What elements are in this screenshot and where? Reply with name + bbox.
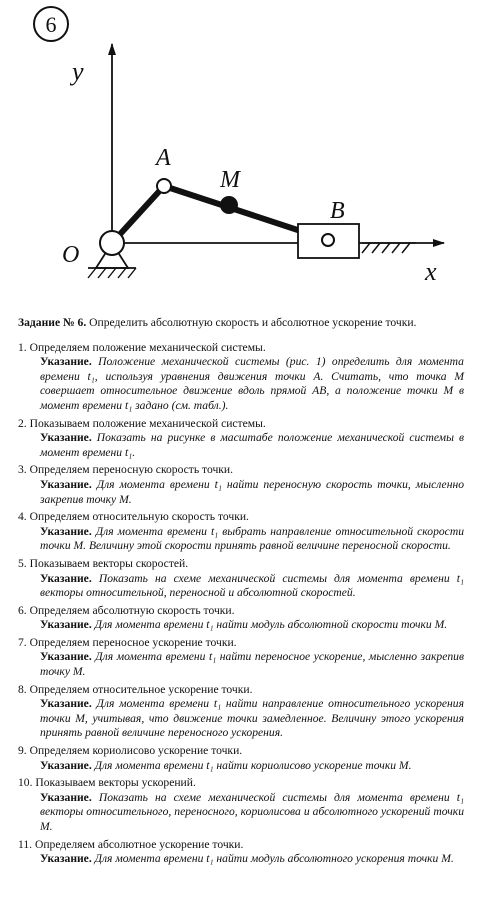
hint-label: Указание. (40, 697, 92, 711)
step-hint (18, 478, 464, 507)
step-heading: 6. Определяем абсолютную скорость точки. (18, 603, 235, 617)
step-hint (18, 572, 464, 601)
joint-B (322, 234, 334, 246)
hint-label: Указание. (40, 571, 92, 585)
hint-label: Указание. (40, 618, 92, 632)
hint-label: Указание. (40, 431, 92, 445)
hint-label: Указание. (40, 758, 92, 772)
step-hint (18, 791, 464, 835)
step-item (18, 604, 464, 633)
step-heading: 10. Показываем векторы ускорений. (18, 776, 196, 790)
step-heading: 1. Определяем положение механической системы. (18, 340, 266, 354)
hint-label: Указание. (40, 852, 92, 866)
step-hint (18, 650, 464, 679)
step-item (18, 838, 464, 867)
hint-label: Указание. (40, 477, 92, 491)
step-item (18, 341, 464, 414)
step-heading: 4. Определяем относительную скорость точки. (18, 510, 249, 524)
step-hint (18, 355, 464, 413)
task-title-rest: Определить абсолютную скорость и абсолютное ускорение точки. (89, 316, 417, 329)
step-hint (18, 525, 464, 554)
hint-text: Показать на схеме механической системы для момента времени t₁ векторы относительной, переносной и абсолютной скоростей. (40, 571, 465, 600)
label-A: A (156, 145, 171, 171)
hint-text: Положение механической системы (рис. 1) определить для момента времени t₁, используя уравнения движения точки A. Считать, что точка M совершает относительное движение вдоль прямой AB, а положение точки M в момент времени t₁ задано (см. табл.). (40, 355, 464, 412)
label-B: B (330, 198, 345, 224)
step-hint (18, 697, 464, 741)
step-heading: 7. Определяем переносное ускорение точки. (18, 635, 237, 649)
step-heading: 3. Определяем переносную скорость точки. (18, 463, 234, 477)
step-heading: 9. Определяем кориолисово ускорение точки. (18, 744, 243, 758)
step-heading: 11. Определяем абсолютное ускорение точки. (18, 837, 244, 851)
step-item (18, 417, 464, 461)
step-heading: 8. Определяем относительное ускорение точки. (18, 682, 253, 696)
task-title (18, 316, 464, 331)
x-axis-label: x (425, 257, 437, 286)
steps-list (18, 341, 464, 867)
hint-text: Показать на схеме механической системы для момента времени t₁ векторы относительного, переносного, кориолисова и абсолютного ускорений точки M. (40, 790, 465, 833)
joint-A (157, 179, 171, 193)
figure-number: 6 (45, 12, 57, 37)
step-item (18, 557, 464, 601)
hint-text: Для момента времени t₁ найти переносное ускорение, мысленно закрепив точку M. (40, 650, 464, 679)
step-hint (18, 618, 464, 633)
label-O: O (62, 242, 80, 268)
hint-text: Для момента времени t₁ выбрать направление относительной скорости точки M. Величину этой скорости принять равной величине переносной скорости. (40, 524, 464, 553)
task-title-bold: Задание № 6. (18, 316, 87, 329)
y-axis-label: y (72, 57, 84, 86)
task-text (18, 316, 464, 870)
hint-label: Указание. (40, 524, 92, 538)
step-item (18, 636, 464, 680)
hint-text: Для момента времени t₁ найти модуль абсолютной скорости точки M. (94, 618, 448, 632)
hint-text: Для момента времени t₁ найти модуль абсолютного ускорения точки M. (94, 852, 454, 866)
step-heading: 2. Показываем положение механической системы. (18, 416, 266, 430)
hint-text: Показать на рисунке в масштабе положение механической системы в момент времени t₁. (40, 431, 464, 459)
hint-text: Для момента времени t₁ найти направление относительного ускорения точки M, учитывая, что движение точки замедленное. Величину этого ускорения принять равной величине переносного ускорения. (40, 697, 464, 740)
ground-hatching (362, 243, 416, 253)
pivot-support-O (88, 231, 136, 278)
step-hint (18, 852, 464, 867)
hint-label: Указание. (40, 650, 92, 664)
step-item (18, 776, 464, 834)
hint-text: Для момента времени t₁ найти кориолисово ускорение точки M. (94, 758, 412, 772)
step-item (18, 683, 464, 741)
figure-number-badge (34, 7, 68, 41)
step-heading: 5. Показываем векторы скоростей. (18, 556, 189, 570)
label-M: M (220, 167, 240, 193)
point-M (220, 196, 238, 214)
hint-text: Для момента времени t₁ найти переносную скорость точки, мысленно закрепив точку M. (40, 477, 464, 506)
step-item (18, 463, 464, 507)
step-item (18, 510, 464, 554)
step-hint (18, 431, 464, 460)
mechanism-figure (0, 0, 478, 305)
step-item (18, 744, 464, 773)
step-hint (18, 759, 464, 774)
hint-label: Указание. (40, 790, 92, 804)
hint-label: Указание. (40, 355, 92, 369)
